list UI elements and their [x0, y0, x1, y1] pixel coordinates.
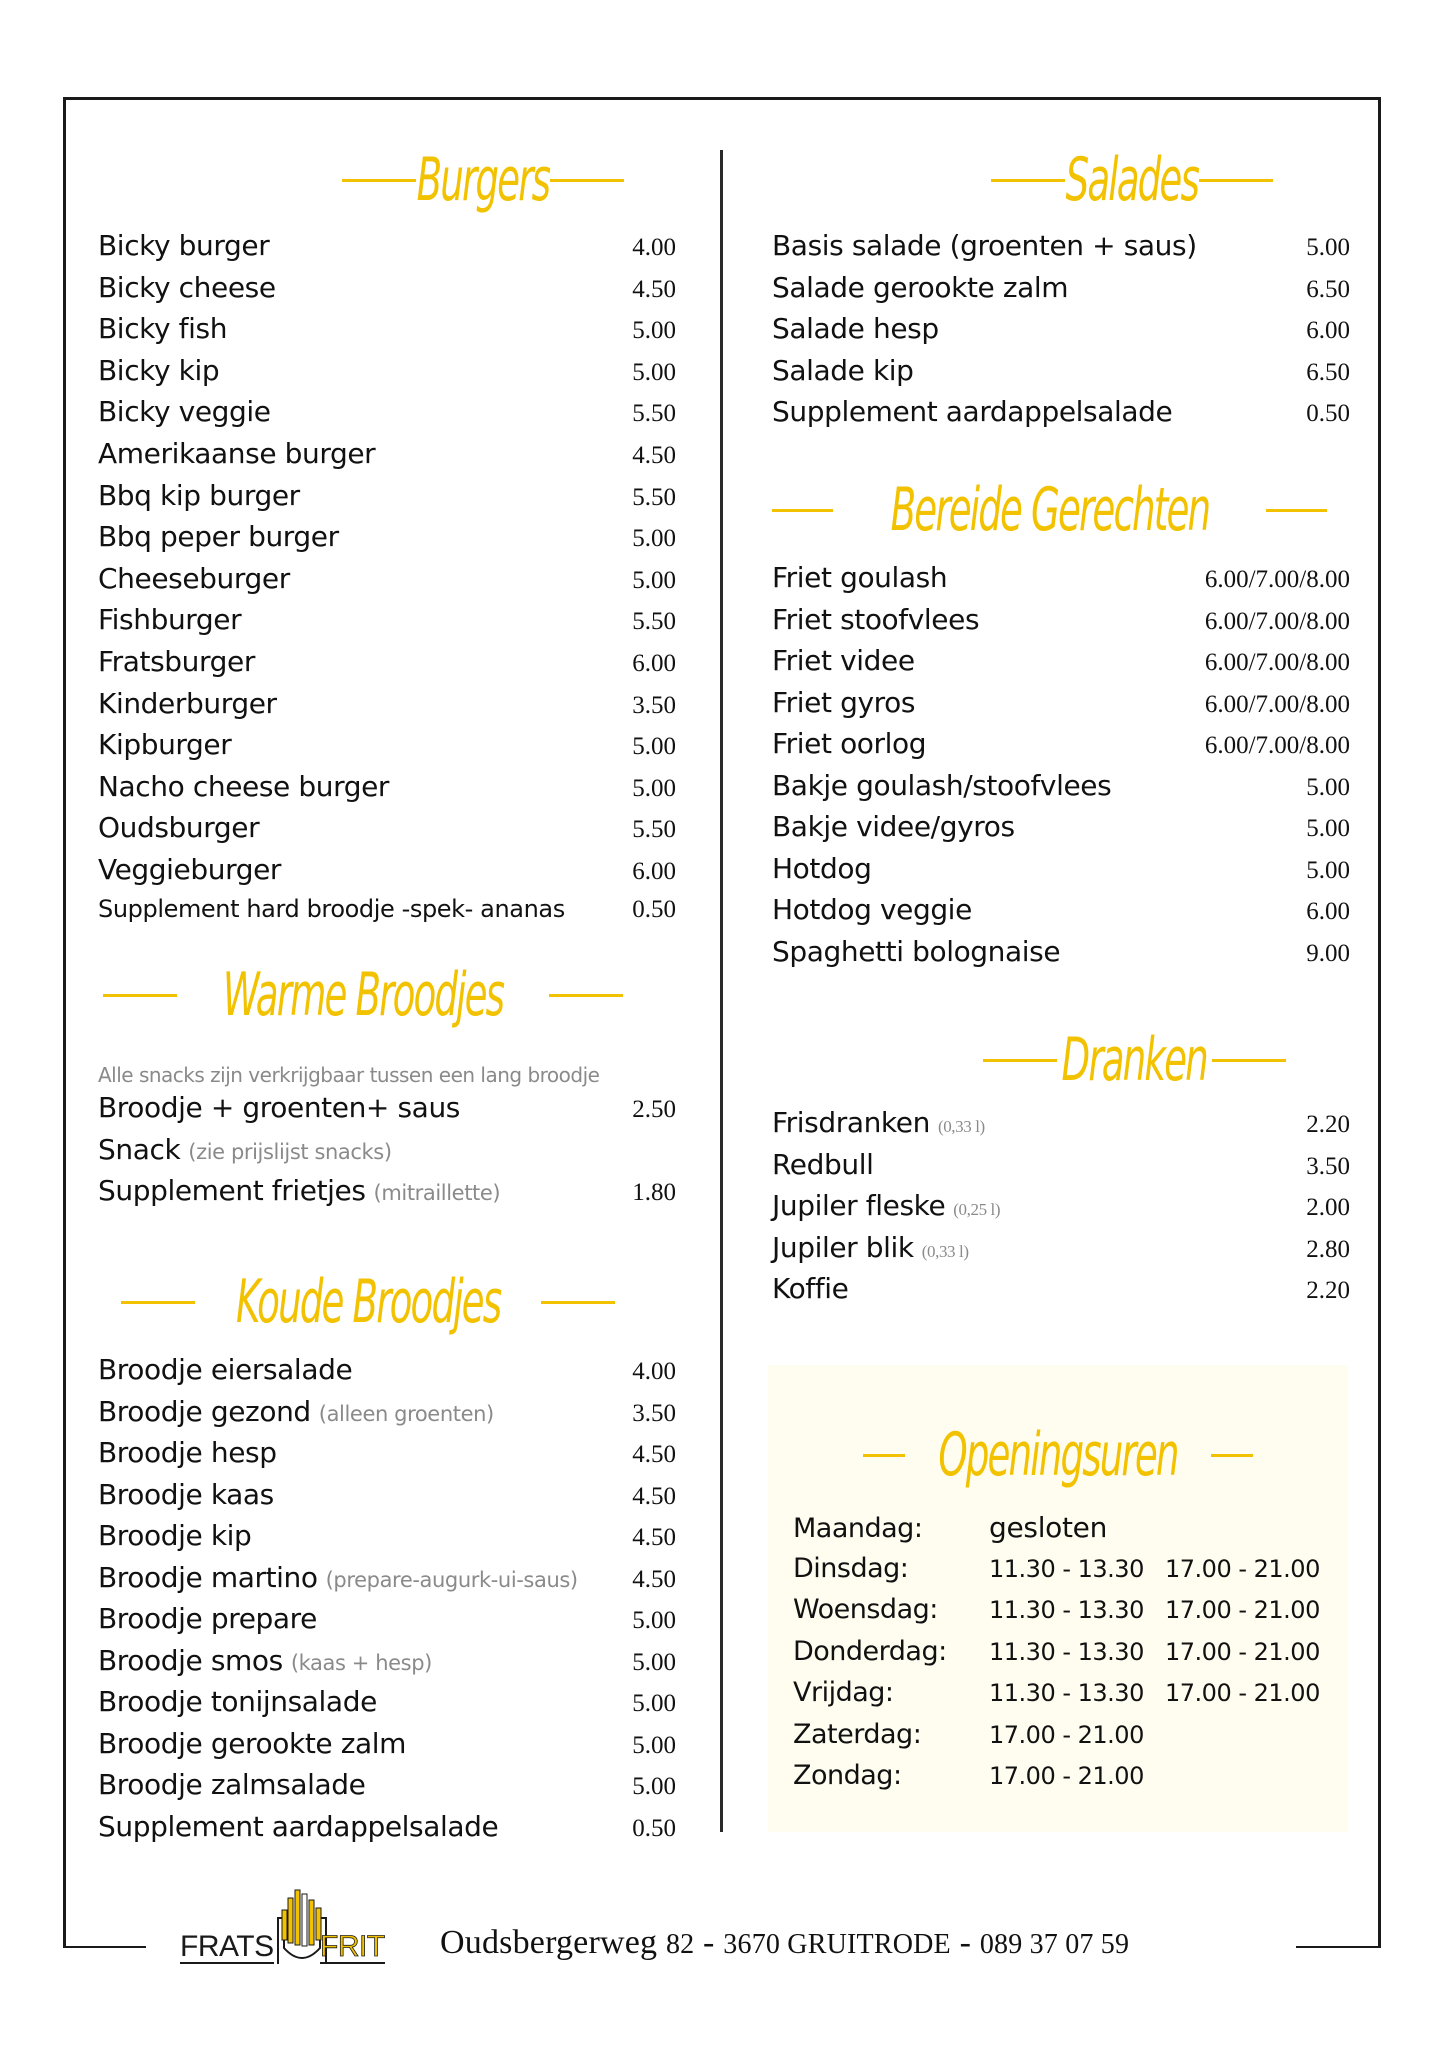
item-name: Bbq kip burger	[98, 478, 300, 512]
hours-row	[793, 1719, 1341, 1760]
item-name-wrap	[98, 1602, 325, 1635]
item-name-wrap	[98, 811, 259, 844]
item-name: Supplement hard broodje -spek- ananas	[98, 894, 565, 923]
menu-item	[98, 1478, 676, 1519]
day-label: Maandag:	[793, 1513, 923, 1544]
item-name-wrap	[98, 1436, 285, 1469]
item-name: Broodje kip	[98, 1519, 252, 1552]
menu-item	[98, 811, 676, 852]
menu-item	[772, 769, 1350, 810]
section-heading-salades	[942, 140, 1322, 220]
address-street: Oudsbergerweg	[440, 1924, 658, 1961]
section-heading-burgers	[268, 140, 698, 220]
section-heading-warme-broodjes	[103, 955, 623, 1035]
hours-row	[793, 1677, 1341, 1718]
menu-item	[772, 893, 1350, 934]
heading-rule-right	[1211, 1454, 1253, 1457]
item-name: Broodje kaas	[98, 1477, 274, 1511]
logo-text-frats: FRATS	[180, 1930, 274, 1963]
time-slot-1: 11.30 - 13.30	[989, 1679, 1144, 1707]
item-note: (kaas + hesp)	[290, 1650, 432, 1675]
heading-title: Bereide Gerechten	[890, 475, 1209, 545]
menu-item	[98, 603, 676, 644]
item-price: 5.00	[1306, 815, 1350, 842]
menu-item	[98, 1436, 676, 1477]
menu-item	[772, 229, 1350, 270]
time-slot-2: 17.00 - 21.00	[1165, 1679, 1320, 1707]
section-heading-openingsuren	[863, 1415, 1253, 1495]
day-label: Zondag:	[793, 1760, 902, 1791]
item-price: 4.50	[632, 1565, 676, 1593]
item-name-wrap	[98, 1810, 506, 1843]
item-price: 9.00	[1306, 939, 1350, 967]
menu-item	[98, 354, 676, 395]
item-price: 5.00	[632, 1648, 676, 1676]
hours-row	[793, 1511, 1283, 1552]
item-name-wrap	[98, 1353, 360, 1386]
menu-item	[98, 687, 676, 728]
item-name: Supplement aardappelsalade	[98, 1809, 499, 1843]
item-price: 5.00	[632, 1690, 676, 1717]
menu-item	[98, 1602, 676, 1643]
item-name-wrap	[98, 895, 565, 923]
menu-item	[98, 395, 676, 436]
item-name: Friet goulash	[772, 561, 948, 594]
menu-item	[772, 935, 1350, 976]
item-name: Bakje videe/gyros	[772, 810, 1015, 843]
heading-rule-right	[1199, 179, 1273, 182]
section-heading-dranken	[942, 1020, 1327, 1100]
item-price: 5.50	[632, 816, 676, 844]
item-name-wrap	[772, 852, 871, 885]
item-name: Broodje + groenten+ saus	[98, 1091, 460, 1124]
item-price: 6.00	[632, 858, 676, 885]
item-name-wrap	[98, 312, 227, 345]
phone-number: 089 37 07 59	[979, 1929, 1130, 1960]
day-label: Zaterdag:	[793, 1718, 922, 1750]
item-name: Jupiler fleske	[772, 1189, 946, 1222]
menu-item	[772, 727, 1350, 768]
heading-rule-right	[541, 1301, 615, 1304]
item-name: Bbq peper burger	[98, 520, 339, 554]
heading-rule-left	[863, 1454, 905, 1457]
item-name: Supplement aardappelsalade	[772, 395, 1173, 429]
item-price: 5.00	[632, 1773, 676, 1800]
menu-item	[772, 1231, 1350, 1272]
item-name-wrap	[772, 935, 1060, 968]
item-name: Frisdranken	[772, 1106, 930, 1139]
item-price: 5.00	[1306, 234, 1350, 261]
item-price: 5.50	[632, 400, 676, 428]
item-price: 5.00	[632, 317, 676, 345]
item-name-wrap	[98, 1768, 373, 1801]
item-name-wrap	[772, 312, 939, 345]
item-name-wrap	[772, 354, 914, 387]
item-price: 5.00	[632, 1731, 676, 1759]
menu-item	[98, 853, 676, 894]
item-name: Redbull	[772, 1147, 874, 1181]
item-price: 4.50	[632, 1524, 676, 1551]
menu-item	[772, 603, 1350, 644]
item-name-wrap	[772, 1272, 856, 1305]
item-name: Hotdog	[772, 851, 872, 885]
menu-item	[772, 395, 1350, 436]
item-name: Supplement frietjes	[98, 1174, 366, 1207]
item-price: 5.00	[1306, 856, 1350, 884]
item-name-wrap	[98, 770, 389, 803]
item-price: 6.50	[1306, 358, 1350, 386]
item-price: 6.00/7.00/8.00	[1204, 649, 1350, 676]
item-name-wrap	[98, 645, 255, 678]
menu-item	[98, 728, 676, 769]
menu-item	[98, 1091, 676, 1132]
item-name-wrap	[772, 1231, 969, 1264]
menu-item	[772, 1148, 1350, 1189]
time-slot-1: 17.00 - 21.00	[989, 1720, 1144, 1749]
menu-item	[772, 810, 1350, 851]
item-name-wrap	[772, 271, 1068, 304]
menu-item	[98, 1174, 676, 1215]
item-name-wrap	[772, 810, 1015, 843]
left-column	[98, 0, 676, 1900]
item-price: 2.20	[1306, 1111, 1350, 1138]
item-note: (alleen groenten)	[318, 1401, 494, 1426]
time-slot-2: 17.00 - 21.00	[1165, 1554, 1320, 1583]
heading-rule-left	[983, 1059, 1057, 1062]
item-name-wrap	[98, 1133, 392, 1166]
menu-item	[98, 895, 676, 936]
item-price: 2.80	[1306, 1235, 1350, 1263]
item-name-wrap	[98, 271, 276, 304]
item-name-wrap	[98, 1174, 500, 1207]
item-price: 4.00	[632, 1358, 676, 1385]
item-name: Friet gyros	[772, 685, 916, 719]
item-name: Basis salade (groenten + saus)	[772, 229, 1197, 262]
menu-item	[98, 645, 676, 686]
day-label: Vrijdag:	[793, 1677, 894, 1708]
item-name-wrap	[772, 769, 1111, 802]
opening-hours-panel	[768, 1365, 1348, 1832]
item-name: Bicky burger	[98, 229, 270, 262]
item-price: 6.00/7.00/8.00	[1204, 690, 1350, 718]
time-slot-1: 11.30 - 13.30	[989, 1596, 1144, 1624]
heading-title: Koude Broodjes	[235, 1267, 501, 1337]
section-heading-koude-broodjes	[113, 1262, 623, 1342]
item-name-wrap	[98, 1519, 259, 1552]
address-city: 3670 GRUITRODE	[723, 1929, 951, 1960]
item-name-wrap	[772, 561, 947, 594]
item-price: 5.50	[632, 608, 676, 636]
item-name-wrap	[772, 1106, 985, 1139]
item-name: Broodje smos	[98, 1643, 283, 1677]
item-price: 4.50	[632, 442, 676, 469]
item-name-wrap	[772, 1148, 881, 1181]
warme-broodjes-info: Alle snacks zijn verkrijgbaar tussen een lang broodje	[98, 1063, 600, 1087]
frame-border-left	[63, 97, 66, 1948]
item-price: 6.00	[1306, 898, 1350, 925]
item-name-wrap	[98, 1561, 578, 1594]
hours-row	[793, 1760, 1341, 1801]
item-name: Broodje hesp	[98, 1436, 277, 1469]
menu-item	[98, 1727, 676, 1768]
heading-rule-right	[549, 994, 623, 997]
item-price: 2.00	[1306, 1194, 1350, 1221]
heading-rule-right	[1212, 1059, 1286, 1062]
heading-rule-left	[991, 179, 1065, 182]
menu-item	[98, 770, 676, 811]
item-name: Amerikaanse burger	[98, 437, 376, 470]
heading-title: Dranken	[1061, 1025, 1208, 1095]
menu-item	[98, 1133, 676, 1174]
item-price: 5.00	[632, 525, 676, 553]
day-label: Woensdag:	[793, 1594, 938, 1625]
item-name-wrap	[98, 395, 271, 428]
menu-item	[772, 686, 1350, 727]
item-name: Kipburger	[98, 728, 232, 762]
item-name: Salade gerookte zalm	[772, 270, 1069, 304]
menu-item	[98, 1768, 676, 1809]
item-price: 6.00/7.00/8.00	[1204, 732, 1350, 759]
footer	[0, 1888, 1444, 1968]
item-price: 5.00	[632, 566, 676, 594]
item-price: 4.50	[632, 1441, 676, 1468]
item-price: 5.00	[632, 733, 676, 761]
item-name: Veggieburger	[98, 853, 282, 886]
item-price: 3.50	[632, 1399, 676, 1427]
item-name-wrap	[772, 229, 1197, 262]
item-name: Bicky fish	[98, 312, 228, 346]
item-note: (prepare-augurk-ui-saus)	[325, 1567, 578, 1592]
item-name-wrap	[98, 229, 269, 262]
item-name: Cheeseburger	[98, 561, 290, 595]
item-name: Snack	[98, 1132, 181, 1166]
item-name-wrap	[98, 1395, 494, 1428]
day-label: Dinsdag:	[793, 1552, 909, 1584]
menu-item	[98, 229, 676, 270]
item-name: Broodje eiersalade	[98, 1353, 353, 1386]
day-label: Donderdag:	[793, 1635, 947, 1667]
time-slot-1: 11.30 - 13.30	[989, 1637, 1144, 1666]
item-name-wrap	[98, 603, 241, 636]
menu-item	[772, 1106, 1350, 1147]
item-name: Bicky kip	[98, 353, 220, 387]
frame-border-right	[1378, 97, 1381, 1948]
menu-item	[98, 1519, 676, 1560]
item-name: Friet videe	[772, 644, 915, 677]
item-name-wrap	[98, 853, 281, 886]
item-name: Nacho cheese burger	[98, 769, 390, 803]
item-price: 5.00	[1306, 773, 1350, 801]
item-name: Friet stoofvlees	[772, 602, 980, 636]
item-name-wrap	[98, 479, 300, 512]
item-note: (0,33 l)	[937, 1117, 985, 1136]
item-price: 6.00	[1306, 317, 1350, 345]
item-name: Broodje gerookte zalm	[98, 1726, 407, 1760]
item-note: (zie prijslijst snacks)	[188, 1139, 392, 1164]
item-name: Bicky cheese	[98, 270, 276, 304]
menu-item	[98, 562, 676, 603]
menu-item	[98, 1561, 676, 1602]
item-price: 3.50	[1306, 1152, 1350, 1180]
item-name-wrap	[772, 893, 972, 926]
column-divider	[720, 150, 723, 1832]
time-slot-1: gesloten	[989, 1511, 1108, 1544]
logo-text-frit: FRIT	[320, 1930, 385, 1963]
heading-title: Warme Broodjes	[222, 960, 504, 1030]
item-name: Fishburger	[98, 603, 242, 637]
item-name-wrap	[772, 603, 979, 636]
item-name: Fratsburger	[98, 645, 255, 678]
item-name-wrap	[98, 1091, 468, 1124]
item-price: 5.50	[632, 483, 676, 511]
menu-item	[98, 1685, 676, 1726]
item-name-wrap	[98, 1727, 414, 1760]
time-slot-2: 17.00 - 21.00	[1165, 1637, 1320, 1666]
hours-row	[793, 1594, 1341, 1635]
item-name: Broodje martino	[98, 1560, 318, 1594]
item-price: 5.00	[632, 358, 676, 386]
item-note: (0,33 l)	[921, 1241, 969, 1261]
item-name: Friet oorlog	[772, 727, 927, 760]
item-name-wrap	[772, 395, 1172, 428]
item-price: 6.00	[632, 650, 676, 677]
item-name-wrap	[98, 437, 375, 470]
menu-item	[772, 644, 1350, 685]
frats-frit-logo	[178, 1888, 388, 1968]
item-name-wrap	[98, 1644, 432, 1677]
heading-title: Salades	[1065, 145, 1199, 215]
heading-title: Openingsuren	[938, 1420, 1178, 1490]
section-heading-bereide-gerechten	[772, 470, 1327, 550]
time-slot-1: 17.00 - 21.00	[989, 1762, 1144, 1790]
item-name-wrap	[98, 354, 219, 387]
item-price: 2.50	[632, 1096, 676, 1123]
item-price: 0.50	[632, 895, 676, 923]
menu-item	[772, 312, 1350, 353]
item-price: 0.50	[632, 1814, 676, 1842]
item-name-wrap	[98, 728, 231, 761]
item-name-wrap	[98, 562, 290, 595]
menu-item	[98, 1810, 676, 1851]
item-name: Salade hesp	[772, 312, 939, 346]
heading-rule-left	[342, 179, 416, 182]
item-name: Broodje tonijnsalade	[98, 1685, 377, 1718]
item-name: Broodje gezond	[98, 1394, 311, 1428]
item-price: 6.00/7.00/8.00	[1204, 607, 1350, 635]
menu-item	[772, 1272, 1350, 1313]
item-price: 3.50	[632, 691, 676, 719]
item-name-wrap	[772, 727, 926, 760]
hours-row	[793, 1553, 1341, 1594]
item-name: Koffie	[772, 1272, 849, 1305]
item-name-wrap	[772, 644, 915, 677]
menu-item	[98, 520, 676, 561]
menu-item	[98, 312, 676, 353]
address-line	[440, 1924, 1129, 1962]
item-name-wrap	[772, 686, 915, 719]
item-name: Bakje goulash/stoofvlees	[772, 768, 1112, 802]
menu-item	[98, 1395, 676, 1436]
menu-item	[98, 1644, 676, 1685]
menu-item	[98, 271, 676, 312]
menu-item	[772, 1189, 1350, 1230]
item-name: Bicky veggie	[98, 395, 271, 429]
item-name-wrap	[98, 1685, 385, 1718]
menu-item	[98, 479, 676, 520]
menu-item	[772, 852, 1350, 893]
separator: -	[950, 1924, 980, 1961]
item-name-wrap	[98, 1478, 282, 1511]
menu-item	[772, 271, 1350, 312]
item-name: Broodje prepare	[98, 1602, 317, 1635]
item-price: 1.80	[632, 1179, 676, 1206]
menu-item	[98, 437, 676, 478]
menu-item	[98, 1353, 676, 1394]
item-price: 5.00	[632, 1607, 676, 1634]
heading-rule-left	[121, 1301, 195, 1304]
item-name-wrap	[772, 1189, 1000, 1222]
item-name: Jupiler blik	[772, 1230, 914, 1264]
menu-item	[772, 561, 1350, 602]
item-price: 2.20	[1306, 1277, 1350, 1304]
heading-rule-left	[772, 509, 833, 512]
item-name: Hotdog veggie	[772, 893, 972, 926]
item-price: 4.50	[632, 275, 676, 303]
item-name: Kinderburger	[98, 686, 277, 720]
time-slot-2: 17.00 - 21.00	[1165, 1596, 1320, 1624]
time-slot-1: 11.30 - 13.30	[989, 1554, 1144, 1583]
separator: -	[694, 1924, 724, 1961]
item-name-wrap	[98, 520, 339, 553]
item-note: (0,25 l)	[953, 1200, 1001, 1219]
heading-rule-left	[103, 994, 177, 997]
heading-rule-right	[1266, 509, 1327, 512]
item-price: 5.00	[632, 774, 676, 802]
item-price: 6.50	[1306, 275, 1350, 303]
address-number: 82	[665, 1929, 695, 1960]
item-price: 4.00	[632, 234, 676, 261]
item-note: (mitraillette)	[373, 1181, 501, 1205]
item-name: Salade kip	[772, 353, 914, 387]
menu-item	[772, 354, 1350, 395]
item-name: Oudsburger	[98, 811, 260, 845]
hours-row	[793, 1636, 1341, 1677]
heading-title: Burgers	[416, 145, 550, 215]
item-price: 0.50	[1306, 400, 1350, 428]
item-name: Spaghetti bolognaise	[772, 934, 1061, 968]
item-name: Broodje zalmsalade	[98, 1768, 366, 1801]
heading-rule-right	[550, 179, 624, 182]
item-price: 4.50	[632, 1482, 676, 1510]
item-name-wrap	[98, 687, 277, 720]
item-price: 6.00/7.00/8.00	[1204, 566, 1350, 593]
